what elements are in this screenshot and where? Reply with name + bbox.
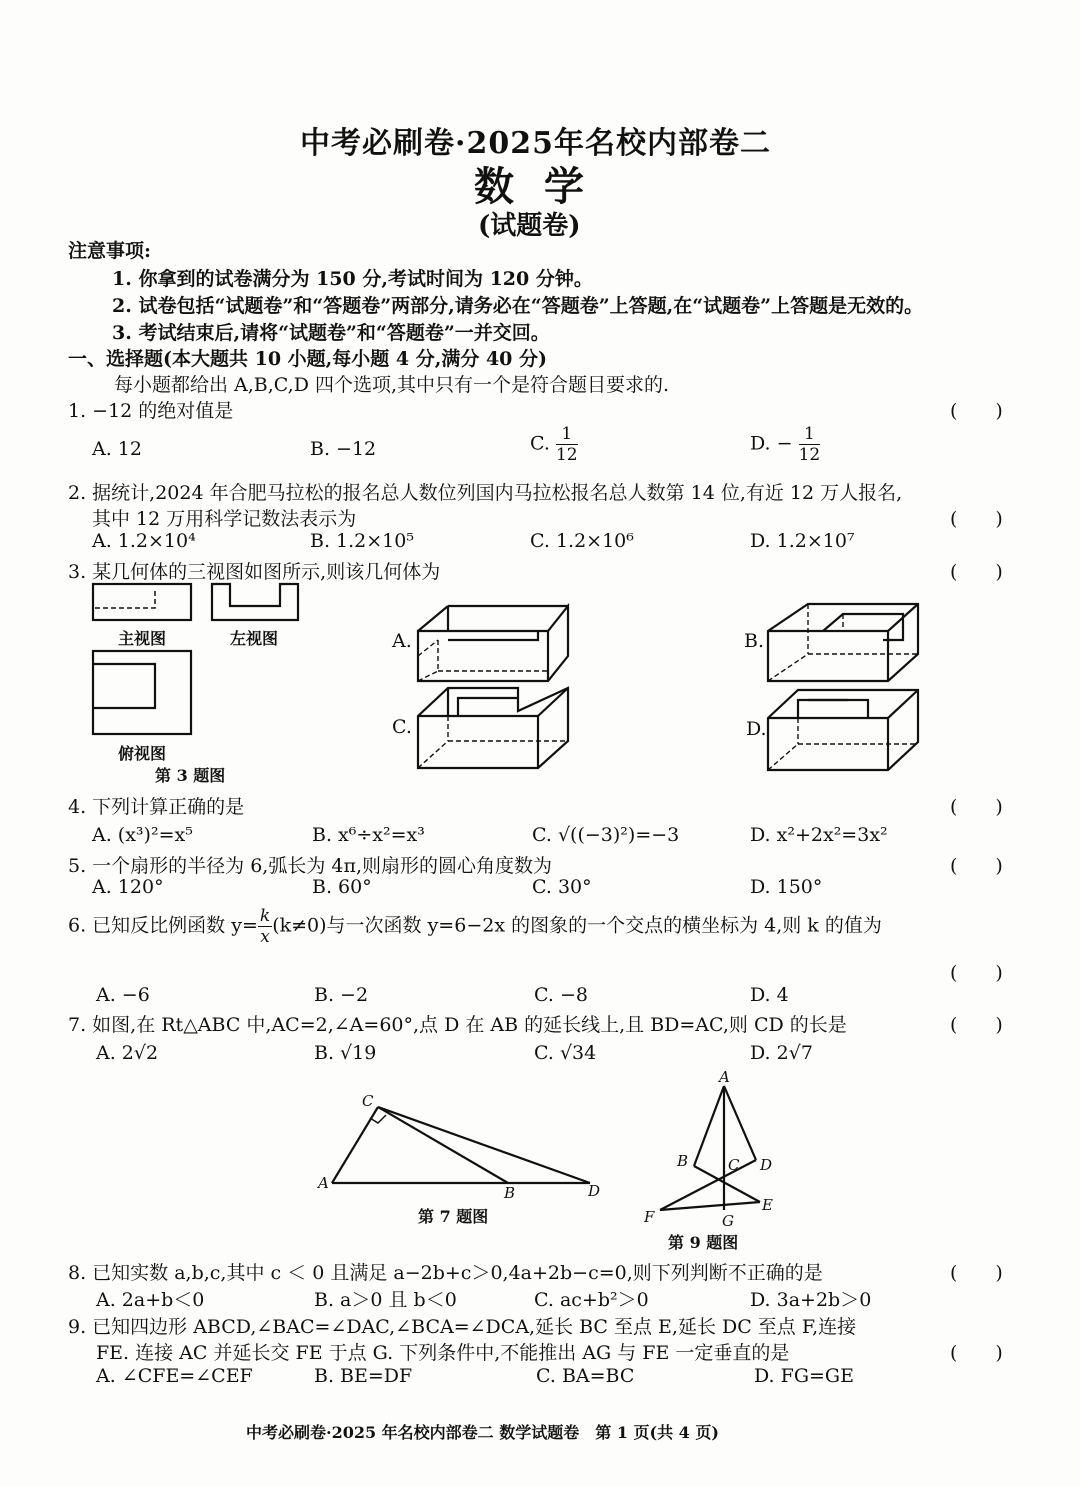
q7-option-d: D. 2√7	[750, 1042, 813, 1064]
q3-left-view-label: 左视图	[230, 629, 279, 648]
q7-label-a: A	[318, 1174, 329, 1192]
q7-figure-caption: 第 7 题图	[418, 1207, 489, 1226]
q9-figure-caption: 第 9 题图	[668, 1233, 739, 1252]
q7-triangle-figure	[332, 1107, 590, 1183]
q6-option-a: A. −6	[96, 984, 150, 1006]
q6-option-b: B. −2	[314, 984, 369, 1006]
q8-stem: 8. 已知实数 a,b,c,其中 c ＜ 0 且满足 a−2b+c＞0,4a+2b−c=0,则下列判断不正确的是	[68, 1262, 823, 1284]
section-title: 一、选择题(本大题共 10 小题,每小题 4 分,满分 40 分)	[68, 348, 547, 370]
q4-option-a: A. (x³)²=x⁵	[92, 824, 193, 846]
page-footer: 中考必刷卷·2025 年名校内部卷二 数学试题卷 第 1 页(共 4 页)	[246, 1423, 719, 1442]
q9-option-b: B. BE=DF	[314, 1365, 413, 1387]
q7-option-b: B. √19	[314, 1042, 377, 1064]
q7-answer-paren: ( )	[950, 1014, 1003, 1036]
q1-option-c: C. $\frac{1}{12}$	[530, 424, 578, 465]
q5-option-b: B. 60°	[312, 876, 372, 898]
q8-option-b: B. a＞0 且 b＜0	[314, 1289, 457, 1311]
q3-figure-caption: 第 3 题图	[155, 766, 226, 785]
q7-option-c: C. √34	[534, 1042, 597, 1064]
q5-answer-paren: ( )	[950, 855, 1003, 877]
q2-stem-line1: 2. 据统计,2024 年合肥马拉松的报名总人数位列国内马拉松报名总人数第 14 位,有近 12 万人报名,	[68, 482, 903, 504]
q2-option-d: D. 1.2×10⁷	[750, 530, 855, 552]
q6-option-c: C. −8	[534, 984, 588, 1006]
q7-option-a: A. 2√2	[96, 1042, 159, 1064]
q1-answer-paren: ( )	[950, 400, 1003, 422]
q7-label-b: B	[504, 1184, 516, 1202]
q1-option-a: A. 12	[92, 438, 142, 460]
q9-label-b: B	[677, 1152, 689, 1170]
q2-option-a: A. 1.2×10⁴	[92, 530, 196, 552]
subject-title: 数学	[474, 163, 614, 210]
q1-option-d: D. − $\frac{1}{12}$	[750, 424, 821, 465]
q3-front-view-label: 主视图	[118, 629, 167, 648]
q3-option-a: A.	[392, 630, 412, 652]
notice-heading: 注意事项:	[68, 240, 152, 262]
q5-option-a: A. 120°	[92, 876, 164, 898]
q4-option-c: C. √((−3)²)=−3	[532, 824, 680, 846]
q9-label-g: G	[722, 1212, 734, 1230]
q9-option-d: D. FG=GE	[754, 1365, 854, 1387]
q9-label-d: D	[760, 1156, 773, 1174]
q2-option-c: C. 1.2×10⁶	[530, 530, 634, 552]
q9-label-e: E	[762, 1196, 773, 1214]
q1-option-b: B. −12	[310, 438, 377, 460]
q3-stem: 3. 某几何体的三视图如图所示,则该几何体为	[68, 561, 441, 583]
q3-top-view-label: 俯视图	[118, 744, 167, 763]
q5-option-c: C. 30°	[532, 876, 592, 898]
q9-label-a: A	[719, 1068, 730, 1086]
notice-item-3: 3. 考试结束后,请将“试题卷”和“答题卷”一并交回。	[112, 322, 550, 344]
q3-option-b: B.	[744, 630, 765, 652]
q3-option-d: D.	[746, 718, 767, 740]
q9-label-c: C	[728, 1156, 740, 1174]
q2-stem-line2: 其中 12 万用科学记数法表示为	[92, 508, 357, 530]
q9-answer-paren: ( )	[950, 1342, 1003, 1364]
q8-option-a: A. 2a+b＜0	[96, 1289, 205, 1311]
q9-option-a: A. ∠CFE=∠CEF	[96, 1365, 253, 1387]
q8-option-c: C. ac+b²＞0	[534, 1289, 649, 1311]
q8-option-d: D. 3a+2b＞0	[750, 1289, 872, 1311]
q9-quadrilateral-figure	[660, 1086, 760, 1210]
q9-stem-line2: FE. 连接 AC 并延长交 FE 于点 G. 下列条件中,不能推出 AG 与 FE 一定垂直的是	[96, 1342, 790, 1364]
q9-stem-line1: 9. 已知四边形 ABCD,∠BAC=∠DAC,∠BCA=∠DCA,延长 BC 至点 E,延长 DC 至点 F,连接	[68, 1316, 857, 1338]
q5-option-d: D. 150°	[750, 876, 823, 898]
q6-answer-paren: ( )	[950, 962, 1003, 984]
q9-label-f: F	[644, 1208, 655, 1226]
notice-item-1: 1. 你拿到的试卷满分为 150 分,考试时间为 120 分钟。	[112, 268, 593, 290]
q7-label-c: C	[362, 1092, 374, 1110]
q4-stem: 4. 下列计算正确的是	[68, 796, 245, 818]
q6-stem: 6. 已知反比例函数 y= $\frac{k}{x}$ (k≠0)与一次函数 y=6−2x 的图象的一个交点的横坐标为 4,则 k 的值为	[68, 906, 882, 947]
q6-option-d: D. 4	[750, 984, 789, 1006]
q1-stem: 1. −12 的绝对值是	[68, 400, 234, 422]
q3-option-c: C.	[392, 716, 412, 738]
q8-answer-paren: ( )	[950, 1262, 1003, 1284]
q4-option-d: D. x²+2x²=3x²	[750, 824, 888, 846]
q3-answer-paren: ( )	[950, 561, 1003, 583]
exam-title: 中考必刷卷·2025年名校内部卷二	[300, 126, 771, 161]
q4-answer-paren: ( )	[950, 796, 1003, 818]
subtitle: (试题卷)	[478, 211, 581, 241]
q7-stem: 7. 如图,在 Rt△ABC 中,AC=2,∠A=60°,点 D 在 AB 的延长线上,且 BD=AC,则 CD 的长是	[68, 1014, 847, 1036]
q5-stem: 5. 一个扇形的半径为 6,弧长为 4π,则扇形的圆心角度数为	[68, 855, 552, 877]
q7-label-d: D	[588, 1182, 601, 1200]
q2-answer-paren: ( )	[950, 508, 1003, 530]
q4-option-b: B. x⁶÷x²=x³	[312, 824, 425, 846]
notice-item-2: 2. 试卷包括“试题卷”和“答题卷”两部分,请务必在“答题卷”上答题,在“试题卷”上答题是无效的。	[112, 295, 924, 317]
q9-option-c: C. BA=BC	[536, 1365, 635, 1387]
q2-option-b: B. 1.2×10⁵	[310, 530, 414, 552]
section-instruction: 每小题都给出 A,B,C,D 四个选项,其中只有一个是符合题目要求的.	[114, 374, 670, 396]
